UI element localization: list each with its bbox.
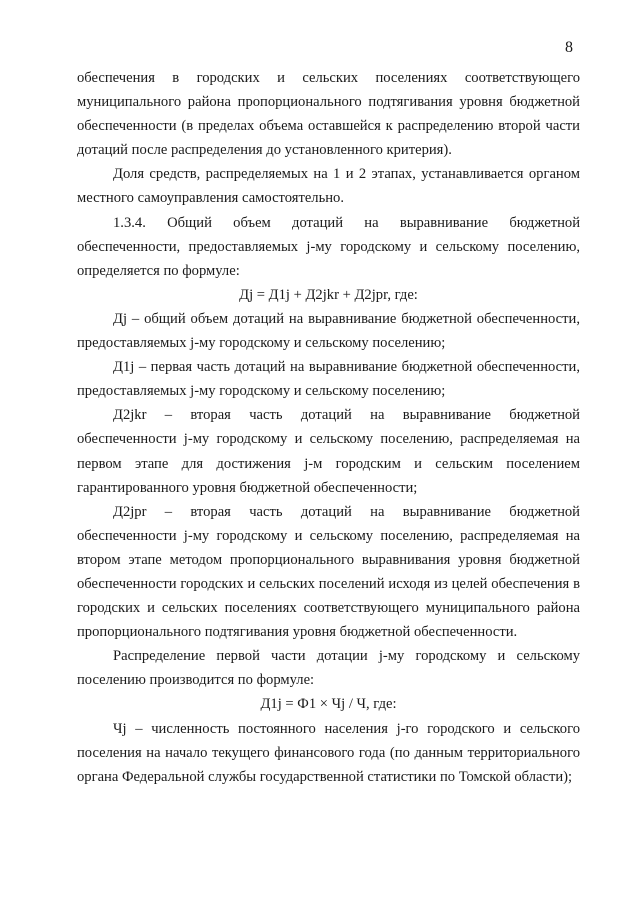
definition-d2jkr: Д2jkr – вторая часть дотаций на выравнивание бюджетной обеспеченности j-му городскому и сельскому поселению, распределяемая на первом этапе для достижения j-м городским и сельским поселением гарантированного уровня бюджетной обеспеченности; [77, 407, 580, 496]
definition-chj: Чj – численность постоянного населения j-го городского и сельского поселения на начало текущего финансового года (по данным территориального органа Федеральной службы государственной статистики по Томской области); [77, 720, 580, 785]
definition-d1j: Д1j – первая часть дотаций на выравнивание бюджетной обеспеченности, предоставляемых j-му городскому и сельскому поселению; [77, 359, 580, 400]
document-body [77, 66, 580, 789]
formula-total-subsidy: Дj = Д1j + Д2jkr + Д2jpr, где: [239, 286, 418, 303]
definition-d2jpr: Д2jpr – вторая часть дотаций на выравнивание бюджетной обеспеченности j-му городскому и сельскому поселению, распределяемая на втором этапе методом пропорционального выравнивания уровня бюджетной обеспеченности городских и сельских поселений исходя из целей обеспечения в городских и сельских поселениях соответствующего муниципального района пропорционального подтягивания уровня бюджетной обеспеченности. [77, 503, 580, 641]
paragraph-section-1-3-4: 1.3.4. Общий объем дотаций на выравнивание бюджетной обеспеченности, предоставляемых j-му городскому и сельскому поселению, определяется по формуле: [77, 214, 580, 279]
definition-dj: Дj – общий объем дотаций на выравнивание бюджетной обеспеченности, предоставляемых j-му городскому и сельскому поселению; [77, 310, 580, 352]
formula-first-part: Д1j = Ф1 × Чj / Ч, где: [260, 696, 397, 713]
paragraph-first-part-distribution: Распределение первой части дотации j-му городскому и сельскому поселению производится по формуле: [77, 648, 580, 689]
paragraph-continuation: обеспечения в городских и сельских поселениях соответствующего муниципального района пропорционального подтягивания уровня бюджетной обеспеченности (в пределах объема оставшейся к распределению второй части дотаций после распределения до установленного критерия). [77, 70, 580, 159]
page-number: 8 [565, 39, 573, 56]
paragraph-share-of-funds: Доля средств, распределяемых на 1 и 2 этапах, устанавливается органом местного самоуправления самостоятельно. [77, 166, 580, 207]
